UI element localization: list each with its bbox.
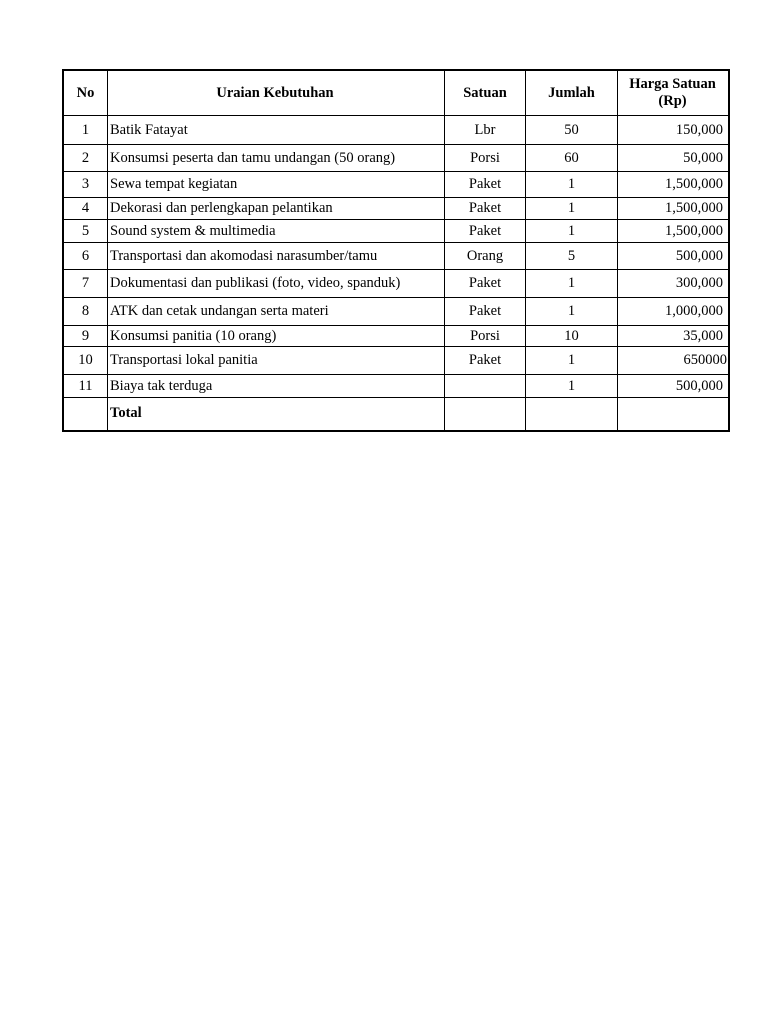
header-row: [63, 70, 729, 116]
table-row: [63, 198, 729, 220]
budget-sheet: [62, 69, 730, 432]
row-description: Dokumentasi dan publikasi (foto, video, spanduk): [108, 270, 445, 298]
row-unit-price: 500,000: [618, 375, 730, 398]
row-description: Dekorasi dan perlengkapan pelantikan: [108, 198, 445, 220]
row-quantity: 1: [526, 270, 618, 298]
table-row: [63, 220, 729, 243]
row-quantity: 1: [526, 298, 618, 326]
total-quantity-cell: [526, 398, 618, 431]
row-quantity: 1: [526, 347, 618, 375]
row-unit-price: 35,000: [618, 326, 730, 347]
header-no: No: [63, 70, 108, 116]
row-no: 7: [63, 270, 108, 298]
table-row: [63, 298, 729, 326]
row-unit-price: 500,000: [618, 243, 730, 270]
total-value-cell: [618, 398, 730, 431]
row-unit: Lbr: [445, 116, 526, 145]
total-unit-cell: [445, 398, 526, 431]
row-unit-price: 650000: [618, 347, 730, 375]
row-no: 8: [63, 298, 108, 326]
row-unit: Porsi: [445, 326, 526, 347]
header-unit-price: Harga Satuan (Rp): [618, 70, 730, 116]
row-description: Sound system & multimedia: [108, 220, 445, 243]
row-unit: Paket: [445, 220, 526, 243]
row-unit: Paket: [445, 198, 526, 220]
table-row: [63, 116, 729, 145]
row-unit: Paket: [445, 172, 526, 198]
row-description: Sewa tempat kegiatan: [108, 172, 445, 198]
row-quantity: 1: [526, 172, 618, 198]
total-no-cell: [63, 398, 108, 431]
row-quantity: 60: [526, 145, 618, 172]
table-row: [63, 326, 729, 347]
row-no: 2: [63, 145, 108, 172]
row-unit-price: 1,500,000: [618, 172, 730, 198]
row-no: 5: [63, 220, 108, 243]
header-description: Uraian Kebutuhan: [108, 70, 445, 116]
table-row: [63, 243, 729, 270]
row-unit-price: 1,500,000: [618, 198, 730, 220]
row-no: 3: [63, 172, 108, 198]
row-unit: [445, 375, 526, 398]
row-unit: Porsi: [445, 145, 526, 172]
table-row: [63, 172, 729, 198]
row-unit-price: 50,000: [618, 145, 730, 172]
table-row: [63, 347, 729, 375]
table-row: [63, 375, 729, 398]
row-unit: Paket: [445, 298, 526, 326]
header-quantity: Jumlah: [526, 70, 618, 116]
header-unit: Satuan: [445, 70, 526, 116]
row-no: 10: [63, 347, 108, 375]
row-quantity: 1: [526, 198, 618, 220]
row-no: 4: [63, 198, 108, 220]
row-description: Batik Fatayat: [108, 116, 445, 145]
row-unit-price: 300,000: [618, 270, 730, 298]
total-label: Total: [108, 398, 445, 431]
row-no: 11: [63, 375, 108, 398]
row-quantity: 5: [526, 243, 618, 270]
budget-table: [62, 69, 730, 432]
row-description: Konsumsi panitia (10 orang): [108, 326, 445, 347]
row-no: 9: [63, 326, 108, 347]
total-row: [63, 398, 729, 431]
row-unit: Paket: [445, 347, 526, 375]
row-unit: Orang: [445, 243, 526, 270]
row-no: 6: [63, 243, 108, 270]
row-description: Transportasi lokal panitia: [108, 347, 445, 375]
row-quantity: 1: [526, 375, 618, 398]
row-unit-price: 1,000,000: [618, 298, 730, 326]
table-row: [63, 145, 729, 172]
row-quantity: 1: [526, 220, 618, 243]
row-description: Konsumsi peserta dan tamu undangan (50 orang): [108, 145, 445, 172]
row-unit: Paket: [445, 270, 526, 298]
table-row: [63, 270, 729, 298]
row-description: Biaya tak terduga: [108, 375, 445, 398]
row-quantity: 50: [526, 116, 618, 145]
row-description: Transportasi dan akomodasi narasumber/tamu: [108, 243, 445, 270]
row-no: 1: [63, 116, 108, 145]
row-quantity: 10: [526, 326, 618, 347]
row-description: ATK dan cetak undangan serta materi: [108, 298, 445, 326]
row-unit-price: 150,000: [618, 116, 730, 145]
row-unit-price: 1,500,000: [618, 220, 730, 243]
